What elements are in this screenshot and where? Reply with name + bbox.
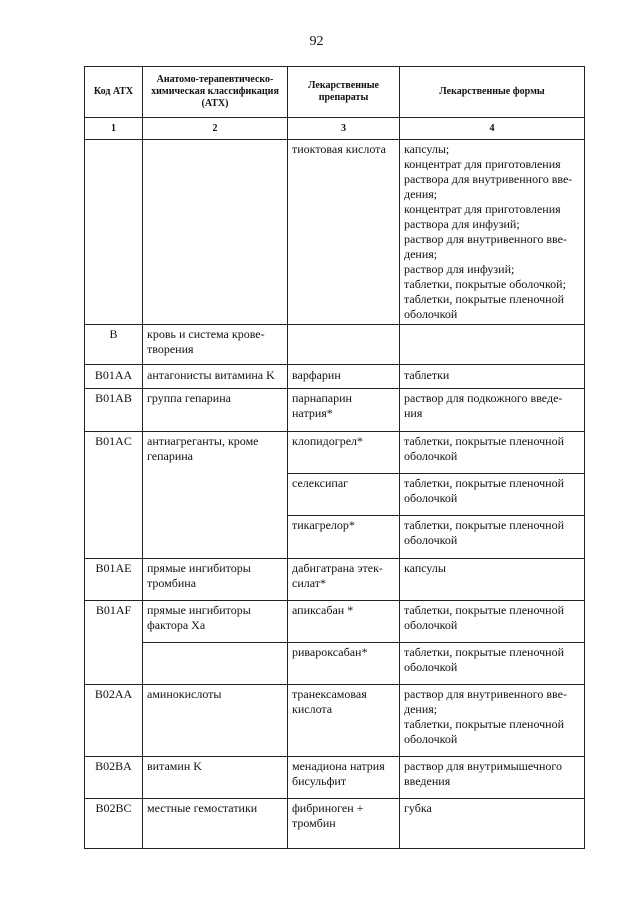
form-line: губка (404, 801, 432, 815)
form-line: оболочкой (404, 449, 458, 463)
form-line: таблетки, покрытые пленочной (404, 476, 565, 490)
form-line: таблетки, покрытые пленочной (404, 518, 565, 532)
form-line: таблетки, покрытые пленочной (404, 717, 565, 731)
table-row (85, 389, 585, 432)
header-row (85, 67, 585, 118)
header-drugs: Лекарственные препараты (288, 67, 400, 118)
code-cell: B01AA (85, 365, 143, 389)
drug-line: натрия* (292, 406, 333, 420)
form-line: раствор для внутривенного вве- (404, 232, 567, 246)
column-number: 1 (85, 118, 143, 140)
column-number: 4 (400, 118, 585, 140)
drug-line: транексамовая (292, 687, 367, 701)
forms-cell (400, 799, 585, 849)
form-line: раствора для внутривенного вве- (404, 172, 573, 186)
forms-cell (400, 643, 585, 685)
table-row (85, 685, 585, 757)
forms-cell (400, 389, 585, 432)
class-cell (143, 559, 288, 601)
class-line: витамин K (147, 759, 202, 773)
class-cell (143, 685, 288, 757)
form-line: дения; (404, 187, 438, 201)
class-line: прямые ингибиторы (147, 603, 251, 617)
form-line: таблетки, покрытые пленочной (404, 434, 565, 448)
drug-cell (288, 516, 400, 559)
forms-cell (400, 685, 585, 757)
form-line: раствор для инфузий; (404, 262, 515, 276)
forms-cell (400, 559, 585, 601)
header-classification: Анатомо-терапевтическо-химическая классификация (АТХ) (143, 67, 288, 118)
code-cell: B02BA (85, 757, 143, 799)
column-number: 2 (143, 118, 288, 140)
class-line: аминокислоты (147, 687, 222, 701)
table-row (85, 643, 585, 685)
form-line: оболочкой (404, 533, 458, 547)
class-line: группа гепарина (147, 391, 231, 405)
table-row (85, 325, 585, 365)
column-number: 3 (288, 118, 400, 140)
code-cell: B01AC (85, 432, 143, 559)
form-line: раствора для инфузий; (404, 217, 520, 231)
form-line: капсулы (404, 561, 446, 575)
drug-line: клопидогрел* (292, 434, 364, 448)
drug-cell (288, 643, 400, 685)
drug-cell (288, 325, 400, 365)
drug-cell (288, 799, 400, 849)
class-cell (143, 389, 288, 432)
code-cell: B01AE (85, 559, 143, 601)
drug-line: кислота (292, 702, 333, 716)
class-line: кровь и система крове- (147, 327, 265, 341)
drug-cell (288, 559, 400, 601)
class-line: местные гемостатики (147, 801, 258, 815)
form-line: капсулы; (404, 142, 450, 156)
form-line: оболочкой (404, 732, 458, 746)
form-line: оболочкой (404, 660, 458, 674)
class-line: фактора Xa (147, 618, 206, 632)
form-line: таблетки, покрытые пленочной (404, 603, 565, 617)
drug-cell (288, 685, 400, 757)
header-forms: Лекарственные формы (400, 67, 585, 118)
form-line: концентрат для приготовления (404, 202, 561, 216)
column-number-row (85, 118, 585, 140)
form-line: дения; (404, 247, 438, 261)
page-number: 92 (309, 34, 324, 49)
form-line: ния (404, 406, 423, 420)
form-line: раствор для подкожного введе- (404, 391, 563, 405)
form-line: концентрат для приготовления (404, 157, 561, 171)
class-cell (143, 757, 288, 799)
form-line: таблетки, покрытые оболочкой; (404, 277, 566, 291)
class-line: гепарина (147, 449, 194, 463)
drug-cell (288, 432, 400, 474)
class-cell (143, 799, 288, 849)
table-row (85, 559, 585, 601)
header-code: Код АТХ (85, 67, 143, 118)
drug-cell (288, 757, 400, 799)
drug-line: ривароксабан* (292, 645, 368, 659)
drug-line: селексипаг (292, 476, 349, 490)
drug-cell: тиоктовая кислота (288, 140, 400, 325)
code-cell: B02BC (85, 799, 143, 849)
class-cell (143, 643, 288, 685)
drug-cell (288, 365, 400, 389)
class-line: антагонисты витамина K (147, 368, 275, 382)
class-cell (143, 432, 288, 559)
drug-cell (288, 601, 400, 643)
forms-cell (400, 474, 585, 516)
drug-line: парнапарин (292, 391, 352, 405)
form-line: оболочкой (404, 491, 458, 505)
table-row (85, 601, 585, 643)
form-line: раствор для внутримышечного (404, 759, 562, 773)
drug-line: фибриноген + (292, 801, 364, 815)
drug-line: бисульфит (292, 774, 347, 788)
class-line: антиагреганты, кроме (147, 434, 259, 448)
table-row (85, 432, 585, 474)
drug-cell (288, 389, 400, 432)
code-cell: B02AA (85, 685, 143, 757)
drug-line: варфарин (292, 368, 341, 382)
drug-line: дабигатрана этек- (292, 561, 383, 575)
drug-line: менадиона натрия (292, 759, 385, 773)
table-row (85, 140, 585, 325)
drug-line: тикагрелор* (292, 518, 355, 532)
code-cell: B01AB (85, 389, 143, 432)
class-line: творения (147, 342, 194, 356)
form-line: раствор для внутривенного вве- (404, 687, 567, 701)
forms-cell (400, 516, 585, 559)
form-line: оболочкой (404, 307, 458, 321)
drug-line: тромбин (292, 816, 336, 830)
atx-table (84, 66, 585, 849)
forms-cell (400, 601, 585, 643)
form-line: таблетки (404, 368, 450, 382)
forms-cell (400, 325, 585, 365)
form-line: введения (404, 774, 451, 788)
class-line: прямые ингибиторы (147, 561, 251, 575)
class-cell (143, 601, 288, 643)
drug-line: апиксабан * (292, 603, 354, 617)
drug-cell (288, 474, 400, 516)
forms-cell (400, 432, 585, 474)
class-cell (143, 325, 288, 365)
forms-cell (400, 365, 585, 389)
drug-line: силат* (292, 576, 326, 590)
forms-cell (400, 757, 585, 799)
table-row (85, 757, 585, 799)
table-row (85, 365, 585, 389)
form-line: таблетки, покрытые пленочной (404, 645, 565, 659)
code-cell (85, 140, 143, 325)
forms-cell (400, 140, 585, 325)
class-cell (143, 365, 288, 389)
form-line: таблетки, покрытые пленочной (404, 292, 565, 306)
class-line: тромбина (147, 576, 197, 590)
table-row (85, 799, 585, 849)
form-line: дения; (404, 702, 438, 716)
form-line: оболочкой (404, 618, 458, 632)
code-cell: B (85, 325, 143, 365)
class-cell (143, 140, 288, 325)
code-cell: B01AF (85, 601, 143, 685)
